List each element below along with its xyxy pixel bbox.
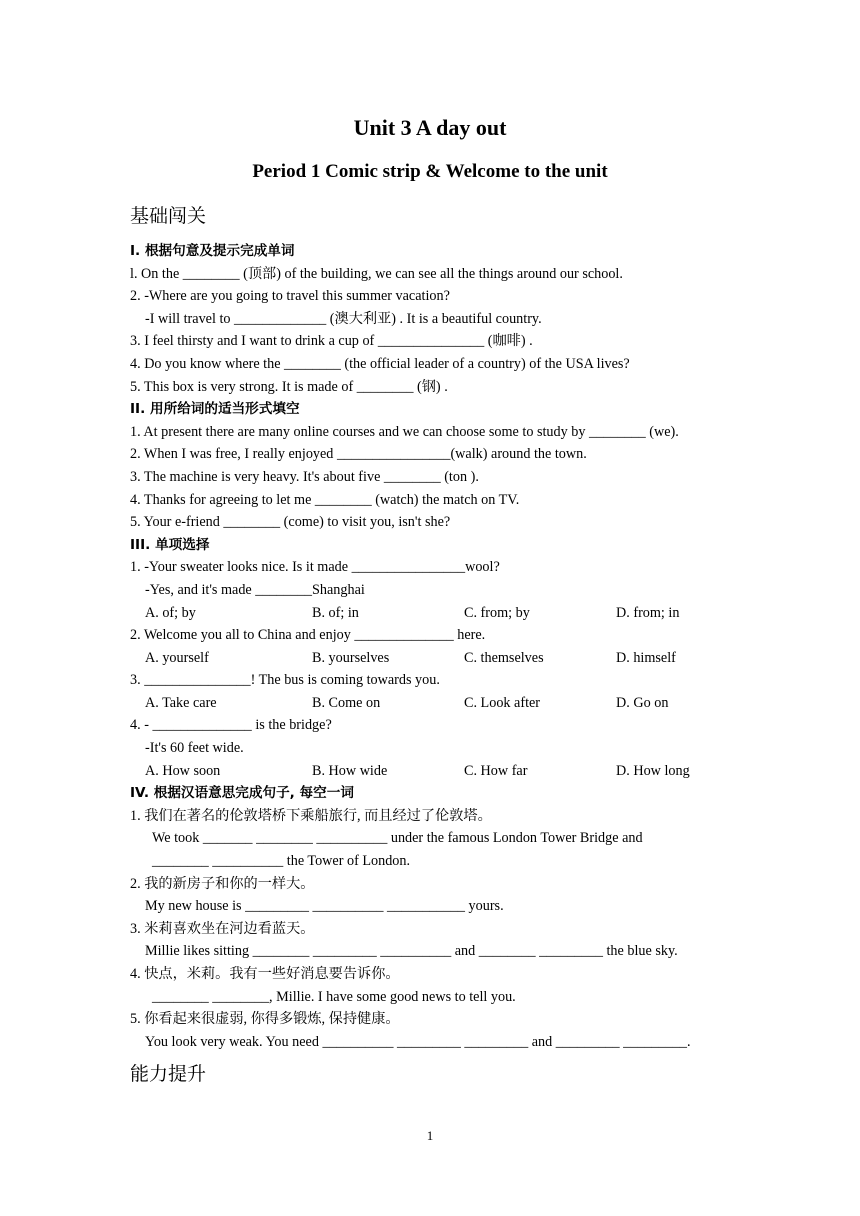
exercise-line: 4. - ______________ is the bridge? [130, 717, 332, 734]
exercise-line: We took _______ ________ __________ under the famous London Tower Bridge and [152, 830, 643, 847]
answer-options [130, 602, 750, 625]
answer-option: C. from; by [464, 604, 530, 621]
answer-option: A. of; by [145, 604, 196, 621]
answer-option: D. Go on [616, 694, 669, 711]
exercise-line: l. On the ________ (顶部) of the building, we can see all the things around our school. [130, 265, 623, 282]
answer-option: D. How long [616, 762, 690, 779]
answer-option: A. How soon [145, 762, 221, 779]
exercise-line: 1. -Your sweater looks nice. Is it made ________________wool? [130, 559, 500, 576]
exercise-line: ________ __________ the Tower of London. [152, 853, 411, 870]
exercise-line: ________ ________, Millie. I have some good news to tell you. [152, 988, 516, 1005]
exercise-line: 4. 快点，米莉。我有一些好消息要告诉你。 [130, 966, 400, 982]
answer-options [130, 692, 750, 715]
answer-option: B. How wide [312, 762, 388, 779]
exercise-heading: I. 根据句意及提示完成单词 [130, 243, 295, 259]
exercise-line: -I will travel to _____________ (澳大利亚) . It is a beautiful country. [145, 310, 542, 327]
section-heading-advanced: 能力提升 [130, 1063, 207, 1085]
answer-options [130, 647, 750, 670]
answer-option: D. himself [616, 649, 676, 666]
exercise-line: Millie likes sitting ________ _________ __________ and ________ _________ the blue sky. [145, 943, 678, 960]
exercise-line: 3. The machine is very heavy. It's about five ________ (ton ). [130, 468, 479, 485]
exercise-heading: III. 单项选择 [130, 536, 210, 553]
exercise-line: 5. Your e-friend ________ (come) to visit you, isn't she? [130, 514, 451, 531]
exercise-line: 2. Welcome you all to China and enjoy ______________ here. [130, 627, 486, 644]
exercise-line: 3. 米莉喜欢坐在河边看蓝天。 [130, 920, 315, 937]
exercise-heading: II. 用所给词的适当形式填空 [130, 401, 300, 418]
exercise-line: 2. 我的新房子和你的一样大。 [130, 875, 315, 892]
exercise-line: My new house is _________ __________ ___________ yours. [145, 898, 504, 915]
answer-option: C. Look after [464, 694, 541, 711]
exercise-line: You look very weak. You need __________ _________ _________ and _________ _________. [145, 1033, 691, 1050]
exercise-line: 3. _______________! The bus is coming towards you. [130, 672, 440, 689]
exercise-line: 4. Do you know where the ________ (the official leader of a country) of the USA lives? [130, 355, 630, 372]
exercise-body [130, 240, 750, 1053]
document-subtitle: Period 1 Comic strip & Welcome to the unit [252, 161, 608, 182]
exercise-line: -Yes, and it's made ________Shanghai [145, 581, 365, 598]
document-title: Unit 3 A day out [353, 115, 507, 140]
exercise-line: 4. Thanks for agreeing to let me ________ (watch) the match on TV. [130, 491, 520, 508]
answer-option: A. Take care [145, 694, 217, 711]
exercise-line: 5. 你看起来很虚弱, 你得多锻炼, 保持健康。 [130, 1011, 400, 1028]
exercise-line: 1. At present there are many online courses and we can choose some to study by ________ (we). [130, 423, 679, 440]
answer-option: B. of; in [312, 604, 359, 621]
page-number: 1 [426, 1128, 434, 1143]
exercise-line: -It's 60 feet wide. [145, 740, 244, 757]
exercise-line: 5. This box is very strong. It is made of ________ (钢) . [130, 378, 448, 395]
answer-option: B. Come on [312, 694, 381, 711]
exercise-line: 3. I feel thirsty and I want to drink a cup of _______________ (咖啡) . [130, 333, 533, 350]
answer-option: C. How far [464, 762, 528, 779]
answer-option: B. yourselves [312, 649, 390, 666]
exercise-line: 1. 我们在著名的伦敦塔桥下乘船旅行, 而且经过了伦敦塔。 [130, 807, 492, 824]
exercise-line: 2. -Where are you going to travel this summer vacation? [130, 288, 450, 305]
exercise-line: 2. When I was free, I really enjoyed ________________(walk) around the town. [130, 446, 587, 463]
answer-options [130, 760, 750, 783]
answer-option: D. from; in [616, 604, 680, 621]
answer-option: C. themselves [464, 649, 544, 666]
exercise-heading: IV. 根据汉语意思完成句子, 每空一词 [130, 785, 354, 802]
section-heading-basic: 基础闯关 [130, 205, 207, 227]
answer-option: A. yourself [145, 649, 209, 666]
